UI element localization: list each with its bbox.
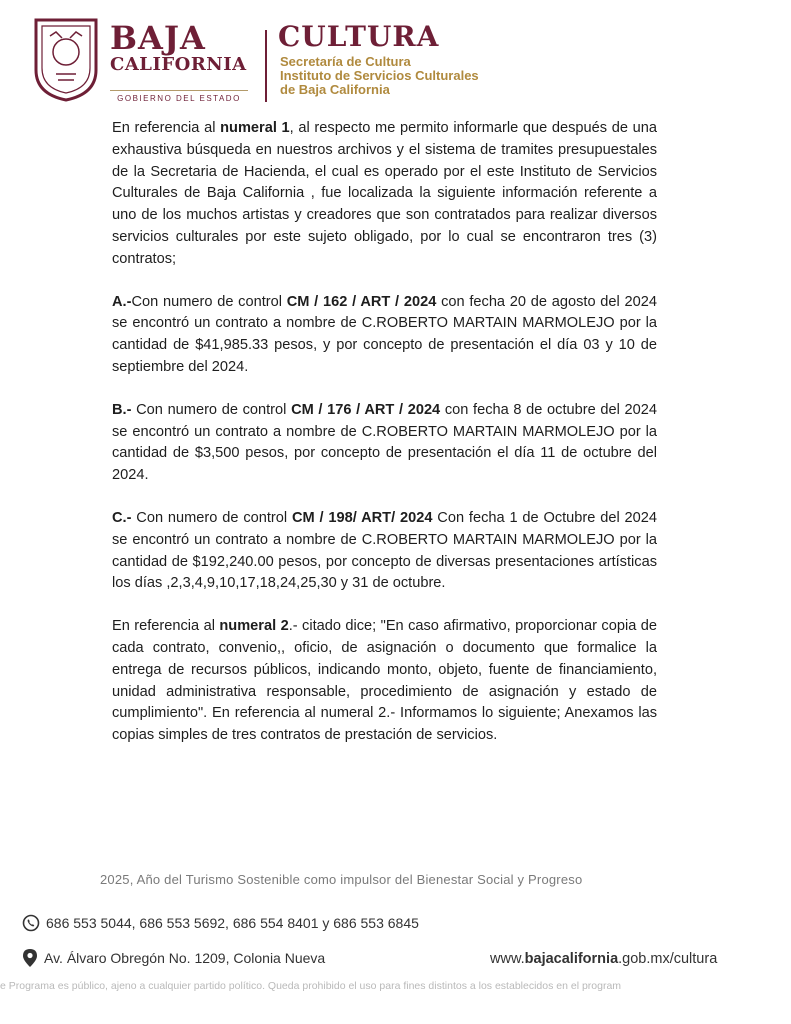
dept-title: CULTURA — [278, 20, 440, 53]
pa-rest: con fecha 20 de agosto del 2024 se encontró un contrato a nombre de C.ROBERTO MARTAIN MARMOLEJO por la cantidad de $41,985.33 pesos, y por concepto de presentación el día 03 y 10 de septiembre del 2024. — [112, 293, 657, 375]
phone-numbers: 686 553 5044, 686 553 5692, 686 554 8401 y 686 553 6845 — [46, 915, 419, 931]
brand-baja: BAJA — [110, 19, 206, 57]
footer-motto: 2025, Año del Turismo Sostenible como impulsor del Bienestar Social y Progreso — [100, 872, 583, 887]
pc-control-number: CM / 198/ ART/ 2024 — [291, 509, 433, 526]
footer-phones — [22, 914, 419, 932]
p1-rest: , al respecto me permito informarle que después de una exhaustiva búsqueda en nuestros archivos y el sistema de tramites presupuestales de la Secretaria de Hacienda, el cual es operado por el este Instituto de Servicios Culturales de Baja California , fue localizada la siguiente información referente a uno de los muchos artistas y creadores que son contratados para realizar diversos servicios culturales por este sujeto obligado, por lo cual se encontraron tres (3) contratos; — [112, 120, 657, 267]
p2-rest: .- citado dice; "En caso afirmativo, proporcionar copia de cada contrato, convenio,, oficio, de asignación o documento que formalice la entrega de recursos públicos, indicando monto, objeto, fuente de financiamiento, unidad administrativa responsable, procedimiento de asignación y estado de cumplimiento". En referencia al numeral 2.- Informamos lo siguiente; Anexamos las copias simples de tres contratos de prestación de servicios. — [112, 618, 657, 744]
website-prefix: www. — [490, 951, 525, 967]
paragraph-contract-a — [112, 292, 657, 379]
phone-icon — [22, 914, 40, 932]
pc-label: C.- — [112, 509, 132, 526]
paragraph-numeral-2 — [112, 616, 657, 747]
footer-disclaimer: e Programa es público, ajeno a cualquier partido político. Queda prohibido el uso para fines distintos a los establecidos en el program — [0, 980, 622, 992]
pb-label: B.- — [112, 401, 132, 418]
state-seal-icon — [30, 12, 102, 102]
pb-lead: Con numero de control — [131, 401, 292, 418]
pb-rest: con fecha 8 de octubre del 2024 se encontró un contrato a nombre de C.ROBERTO MARTAIN MARMOLEJO por la cantidad de $3,500 pesos, por concepto de presentación el día 11 de octubre del 2024. — [112, 401, 657, 484]
footer-address — [22, 948, 325, 968]
p1-bold: numeral 1 — [220, 120, 290, 136]
footer-website[interactable] — [490, 951, 717, 967]
dept-subtitles — [280, 55, 479, 97]
header-divider — [265, 30, 267, 102]
p2-bold: numeral 2 — [219, 618, 289, 635]
letter-body — [112, 118, 657, 747]
pa-control-number: CM / 162 / ART / 2024 — [286, 293, 437, 310]
brand-california: CALIFORNIA — [110, 54, 247, 75]
paragraph-numeral-1 — [112, 118, 657, 271]
location-pin-icon — [22, 948, 38, 968]
pc-rest: Con fecha 1 de Octubre del 2024 se encontró un contrato a nombre de C.ROBERTO MARTAIN MARMOLEJO por la cantidad de $192,240.00 pesos, por concepto de diversas presentaciones artísticas los días ,2,3,4,9,10,17,18,24,25,30 y 31 de octubre. — [112, 509, 658, 592]
pa-lead: Con numero de control — [131, 293, 287, 310]
p1-lead: En referencia al — [112, 120, 221, 136]
pc-lead: Con numero de control — [131, 509, 292, 526]
letterhead — [30, 10, 550, 110]
paragraph-contract-b — [112, 400, 657, 487]
dept-line-2: Instituto de Servicios Culturales — [280, 68, 479, 83]
brand-tagline: GOBIERNO DEL ESTADO — [110, 90, 248, 103]
p2-lead: En referencia al — [112, 618, 220, 635]
paragraph-contract-c — [112, 508, 657, 595]
dept-line-1: Secretaría de Cultura — [280, 54, 411, 69]
website-domain: bajacalifornia — [524, 951, 619, 967]
pa-label: A.- — [112, 293, 132, 310]
dept-line-3: de Baja California — [280, 82, 390, 97]
pb-control-number: CM / 176 / ART / 2024 — [291, 401, 441, 418]
address-text: Av. Álvaro Obregón No. 1209, Colonia Nueva — [44, 950, 326, 966]
website-suffix: .gob.mx/cultura — [618, 951, 718, 967]
